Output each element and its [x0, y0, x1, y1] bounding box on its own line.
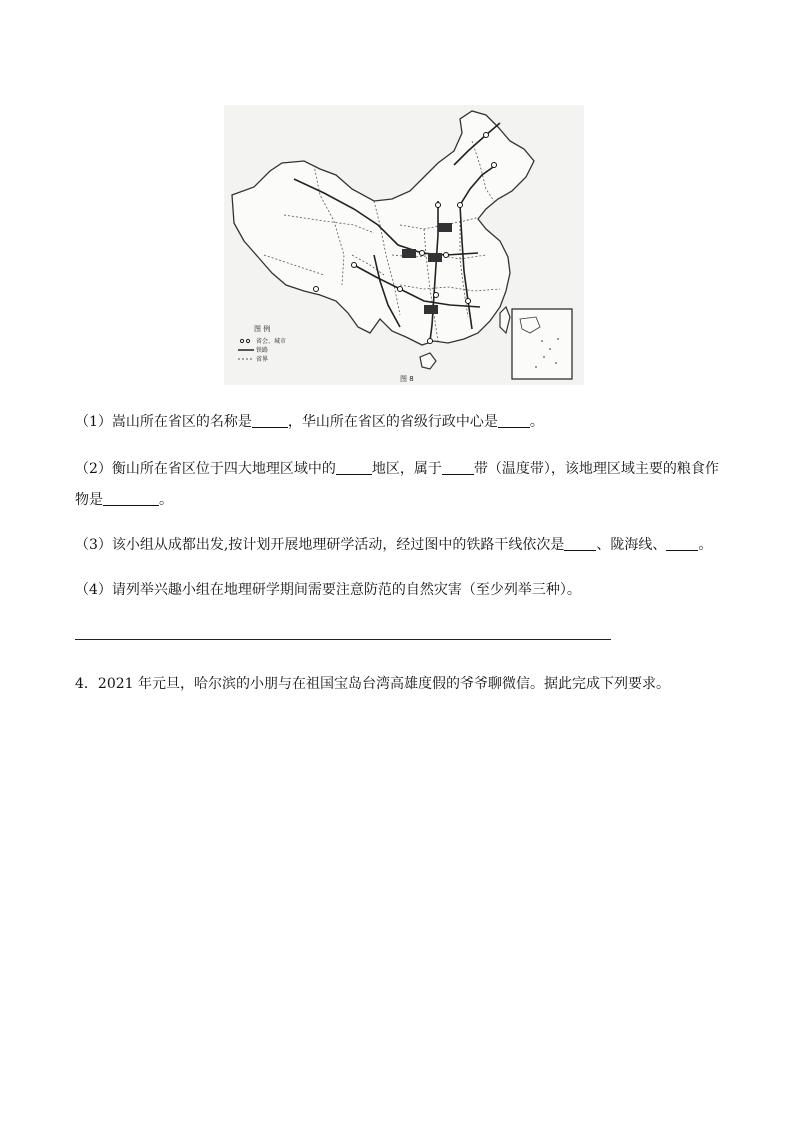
q3-text-b: 、陇海线、	[596, 537, 667, 553]
q2-text-c: 带（温度带），该地理区域主要的粮食作	[473, 461, 719, 477]
taiwan-island	[500, 307, 510, 333]
q3-blank-1[interactable]	[564, 536, 596, 551]
south-china-sea-inset	[512, 309, 572, 379]
q1-blank-1[interactable]	[252, 413, 288, 428]
q2-text-a: （2）衡山所在省区位于四大地理区域中的	[75, 461, 336, 477]
q2-text-e: 。	[159, 492, 173, 508]
map-caption: 图 8	[400, 375, 414, 383]
map-legend	[238, 324, 286, 363]
q2-blank-1[interactable]	[336, 460, 372, 475]
question-4	[75, 580, 581, 600]
q3-blank-2[interactable]	[666, 536, 698, 551]
q1-text-c: 。	[529, 414, 544, 430]
china-map-svg	[224, 105, 584, 385]
q2-text-d: 物是	[75, 492, 103, 508]
q2-blank-3[interactable]	[103, 491, 159, 506]
question-2-line-2	[75, 490, 173, 510]
q1-blank-2[interactable]	[498, 413, 530, 428]
legend-title: 图 例	[254, 325, 271, 333]
question-1	[75, 412, 544, 432]
question-3	[75, 535, 712, 555]
hainan-island	[420, 353, 436, 369]
q2-blank-2[interactable]	[442, 460, 474, 475]
q-block-4-text: 4．2021 年元旦，哈尔滨的小朋与在祖国宝岛台湾高雄度假的爷爷聊微信。据此完成下列要求。	[75, 676, 670, 692]
q3-text-c: 。	[698, 537, 713, 553]
legend-border: 省界	[256, 356, 269, 363]
legend-railway: 铁路	[256, 347, 269, 354]
question-block-4	[75, 674, 670, 694]
q4-text: （4）请列举兴趣小组在地理研学期间需要注意防范的自然灾害（至少列举三种）。	[75, 582, 581, 598]
q1-text-a: （1）嵩山所在省区的名称是	[75, 414, 252, 430]
china-map-figure	[224, 105, 584, 385]
answer-line[interactable]	[75, 639, 611, 640]
question-2-line-1	[75, 459, 719, 479]
china-outline	[232, 111, 534, 345]
q3-text-a: （3）该小组从成都出发,按计划开展地理研学活动，经过图中的铁路干线依次是	[75, 537, 565, 553]
q2-text-b: 地区，属于	[371, 461, 442, 477]
q1-text-b: ，华山所在省区的省级行政中心是	[287, 414, 498, 430]
legend-cities: 省会、城市	[256, 338, 287, 345]
